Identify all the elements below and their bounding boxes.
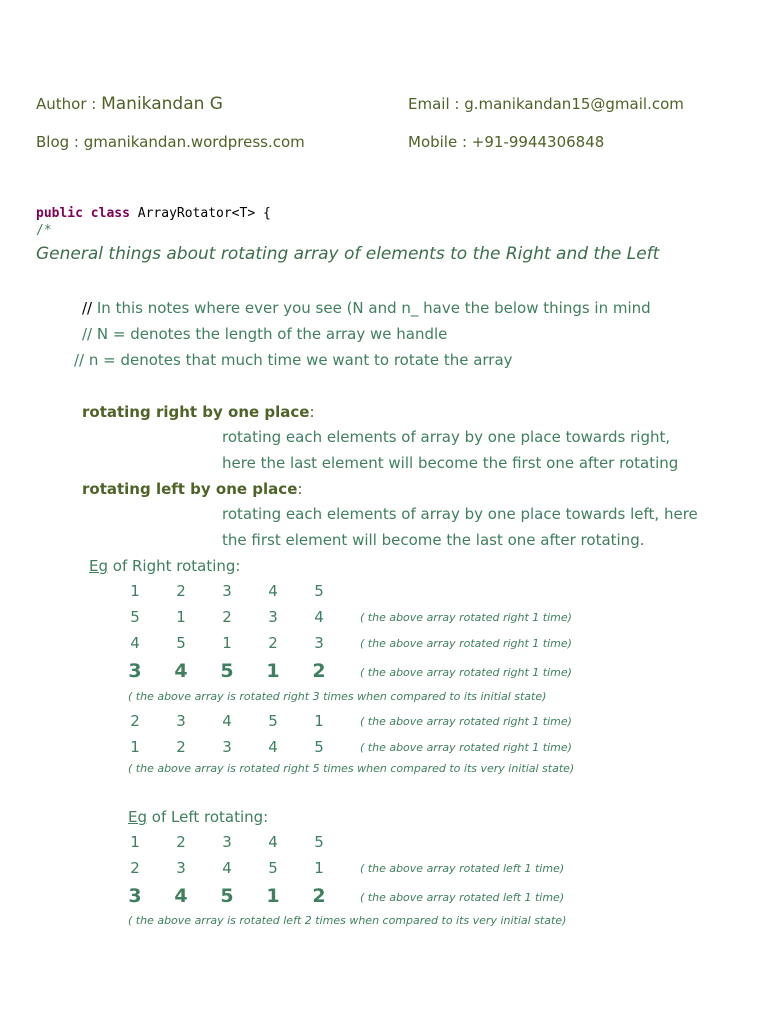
cell: 3 bbox=[222, 833, 232, 851]
note-text-1: In this notes where ever you see (N and n_ have the below things in mind bbox=[92, 299, 651, 317]
cell: 2 bbox=[312, 660, 326, 682]
cell: 2 bbox=[130, 712, 140, 730]
eg-right-eg: Eg bbox=[89, 557, 108, 575]
cell: 3 bbox=[268, 608, 278, 626]
right-one-colon: : bbox=[309, 403, 315, 421]
cell: 3 bbox=[222, 582, 232, 600]
cell: 2 bbox=[222, 608, 232, 626]
row-comment: ( the above array rotated left 1 time) bbox=[360, 891, 565, 904]
cell: 5 bbox=[314, 738, 324, 756]
right-one-heading-text: rotating right by one place bbox=[82, 403, 310, 421]
author-label: Author : bbox=[36, 95, 102, 113]
left-one-heading bbox=[82, 480, 302, 498]
note-line-3: // n = denotes that much time we want to rotate the array bbox=[74, 351, 513, 369]
cell: 1 bbox=[314, 859, 324, 877]
cell: 2 bbox=[176, 738, 186, 756]
cell: 3 bbox=[128, 660, 142, 682]
eg-right-label: of Right rotating: bbox=[108, 557, 241, 575]
cell: 5 bbox=[314, 833, 324, 851]
cell: 1 bbox=[314, 712, 324, 730]
row-comment: ( the above array rotated right 1 time) bbox=[360, 741, 572, 754]
class-name: ArrayRotator<T> { bbox=[129, 206, 271, 221]
cell: 5 bbox=[268, 859, 278, 877]
cell: 2 bbox=[312, 885, 326, 907]
cell: 4 bbox=[268, 738, 278, 756]
cell: 4 bbox=[314, 608, 324, 626]
blog-line: Blog : gmanikandan.wordpress.com bbox=[36, 133, 305, 151]
cell: 4 bbox=[222, 859, 232, 877]
cell: 5 bbox=[220, 660, 234, 682]
cell: 3 bbox=[314, 634, 324, 652]
cell: 2 bbox=[130, 859, 140, 877]
cell: 2 bbox=[176, 582, 186, 600]
author-name: Manikandan G bbox=[101, 94, 223, 114]
email-line: Email : g.manikandan15@gmail.com bbox=[408, 95, 684, 113]
cell: 4 bbox=[268, 833, 278, 851]
left-one-desc-2: the first element will become the last one after rotating. bbox=[222, 531, 645, 549]
right-one-desc-1: rotating each elements of array by one place towards right, bbox=[222, 428, 671, 446]
page-title: General things about rotating array of elements to the Right and the Left bbox=[36, 244, 660, 264]
row-comment: ( the above array rotated left 1 time) bbox=[360, 862, 565, 875]
cell: 5 bbox=[176, 634, 186, 652]
mobile-line: Mobile : +91-9944306848 bbox=[408, 133, 605, 151]
cell: 1 bbox=[130, 833, 140, 851]
right-one-heading bbox=[82, 403, 315, 421]
left-one-colon: : bbox=[297, 480, 303, 498]
cell: 5 bbox=[130, 608, 140, 626]
eg-left-heading bbox=[128, 808, 268, 826]
cell: 3 bbox=[222, 738, 232, 756]
row-comment: ( the above array rotated right 1 time) bbox=[360, 715, 572, 728]
cell: 1 bbox=[176, 608, 186, 626]
left-note-2: ( the above array is rotated left 2 times when compared to its very initial state) bbox=[128, 914, 567, 927]
row-comment: ( the above array rotated right 1 time) bbox=[360, 611, 572, 624]
cell: 2 bbox=[176, 833, 186, 851]
cell: 1 bbox=[266, 885, 280, 907]
cell: 5 bbox=[220, 885, 234, 907]
cell: 1 bbox=[130, 738, 140, 756]
cell: 4 bbox=[174, 885, 188, 907]
cell: 4 bbox=[268, 582, 278, 600]
keyword-public: public bbox=[36, 206, 83, 221]
cell: 1 bbox=[222, 634, 232, 652]
keyword-class: class bbox=[90, 206, 130, 221]
left-one-desc-1: rotating each elements of array by one place towards left, here bbox=[222, 505, 698, 523]
right-note-5: ( the above array is rotated right 5 times when compared to its very initial state) bbox=[128, 762, 575, 775]
comment-open: /* bbox=[36, 223, 52, 238]
cell: 1 bbox=[130, 582, 140, 600]
left-one-heading-text: rotating left by one place bbox=[82, 480, 298, 498]
cell: 5 bbox=[268, 712, 278, 730]
author-line bbox=[36, 94, 223, 114]
cell: 3 bbox=[128, 885, 142, 907]
eg-right-heading bbox=[89, 557, 240, 575]
eg-left-label: of Left rotating: bbox=[147, 808, 269, 826]
note-line-2: // N = denotes the length of the array we handle bbox=[82, 325, 448, 343]
cell: 3 bbox=[176, 712, 186, 730]
cell: 2 bbox=[268, 634, 278, 652]
right-one-desc-2: here the last element will become the first one after rotating bbox=[222, 454, 679, 472]
right-note-3: ( the above array is rotated right 3 times when compared to its initial state) bbox=[128, 690, 547, 703]
cell: 3 bbox=[176, 859, 186, 877]
cell: 4 bbox=[222, 712, 232, 730]
row-comment: ( the above array rotated right 1 time) bbox=[360, 637, 572, 650]
row-comment: ( the above array rotated right 1 time) bbox=[360, 666, 572, 679]
cell: 4 bbox=[174, 660, 188, 682]
note-slash: // bbox=[82, 299, 93, 317]
cell: 5 bbox=[314, 582, 324, 600]
cell: 1 bbox=[266, 660, 280, 682]
note-line-1 bbox=[82, 299, 651, 317]
eg-left-eg: Eg bbox=[128, 808, 147, 826]
cell: 4 bbox=[130, 634, 140, 652]
class-declaration bbox=[36, 206, 271, 221]
